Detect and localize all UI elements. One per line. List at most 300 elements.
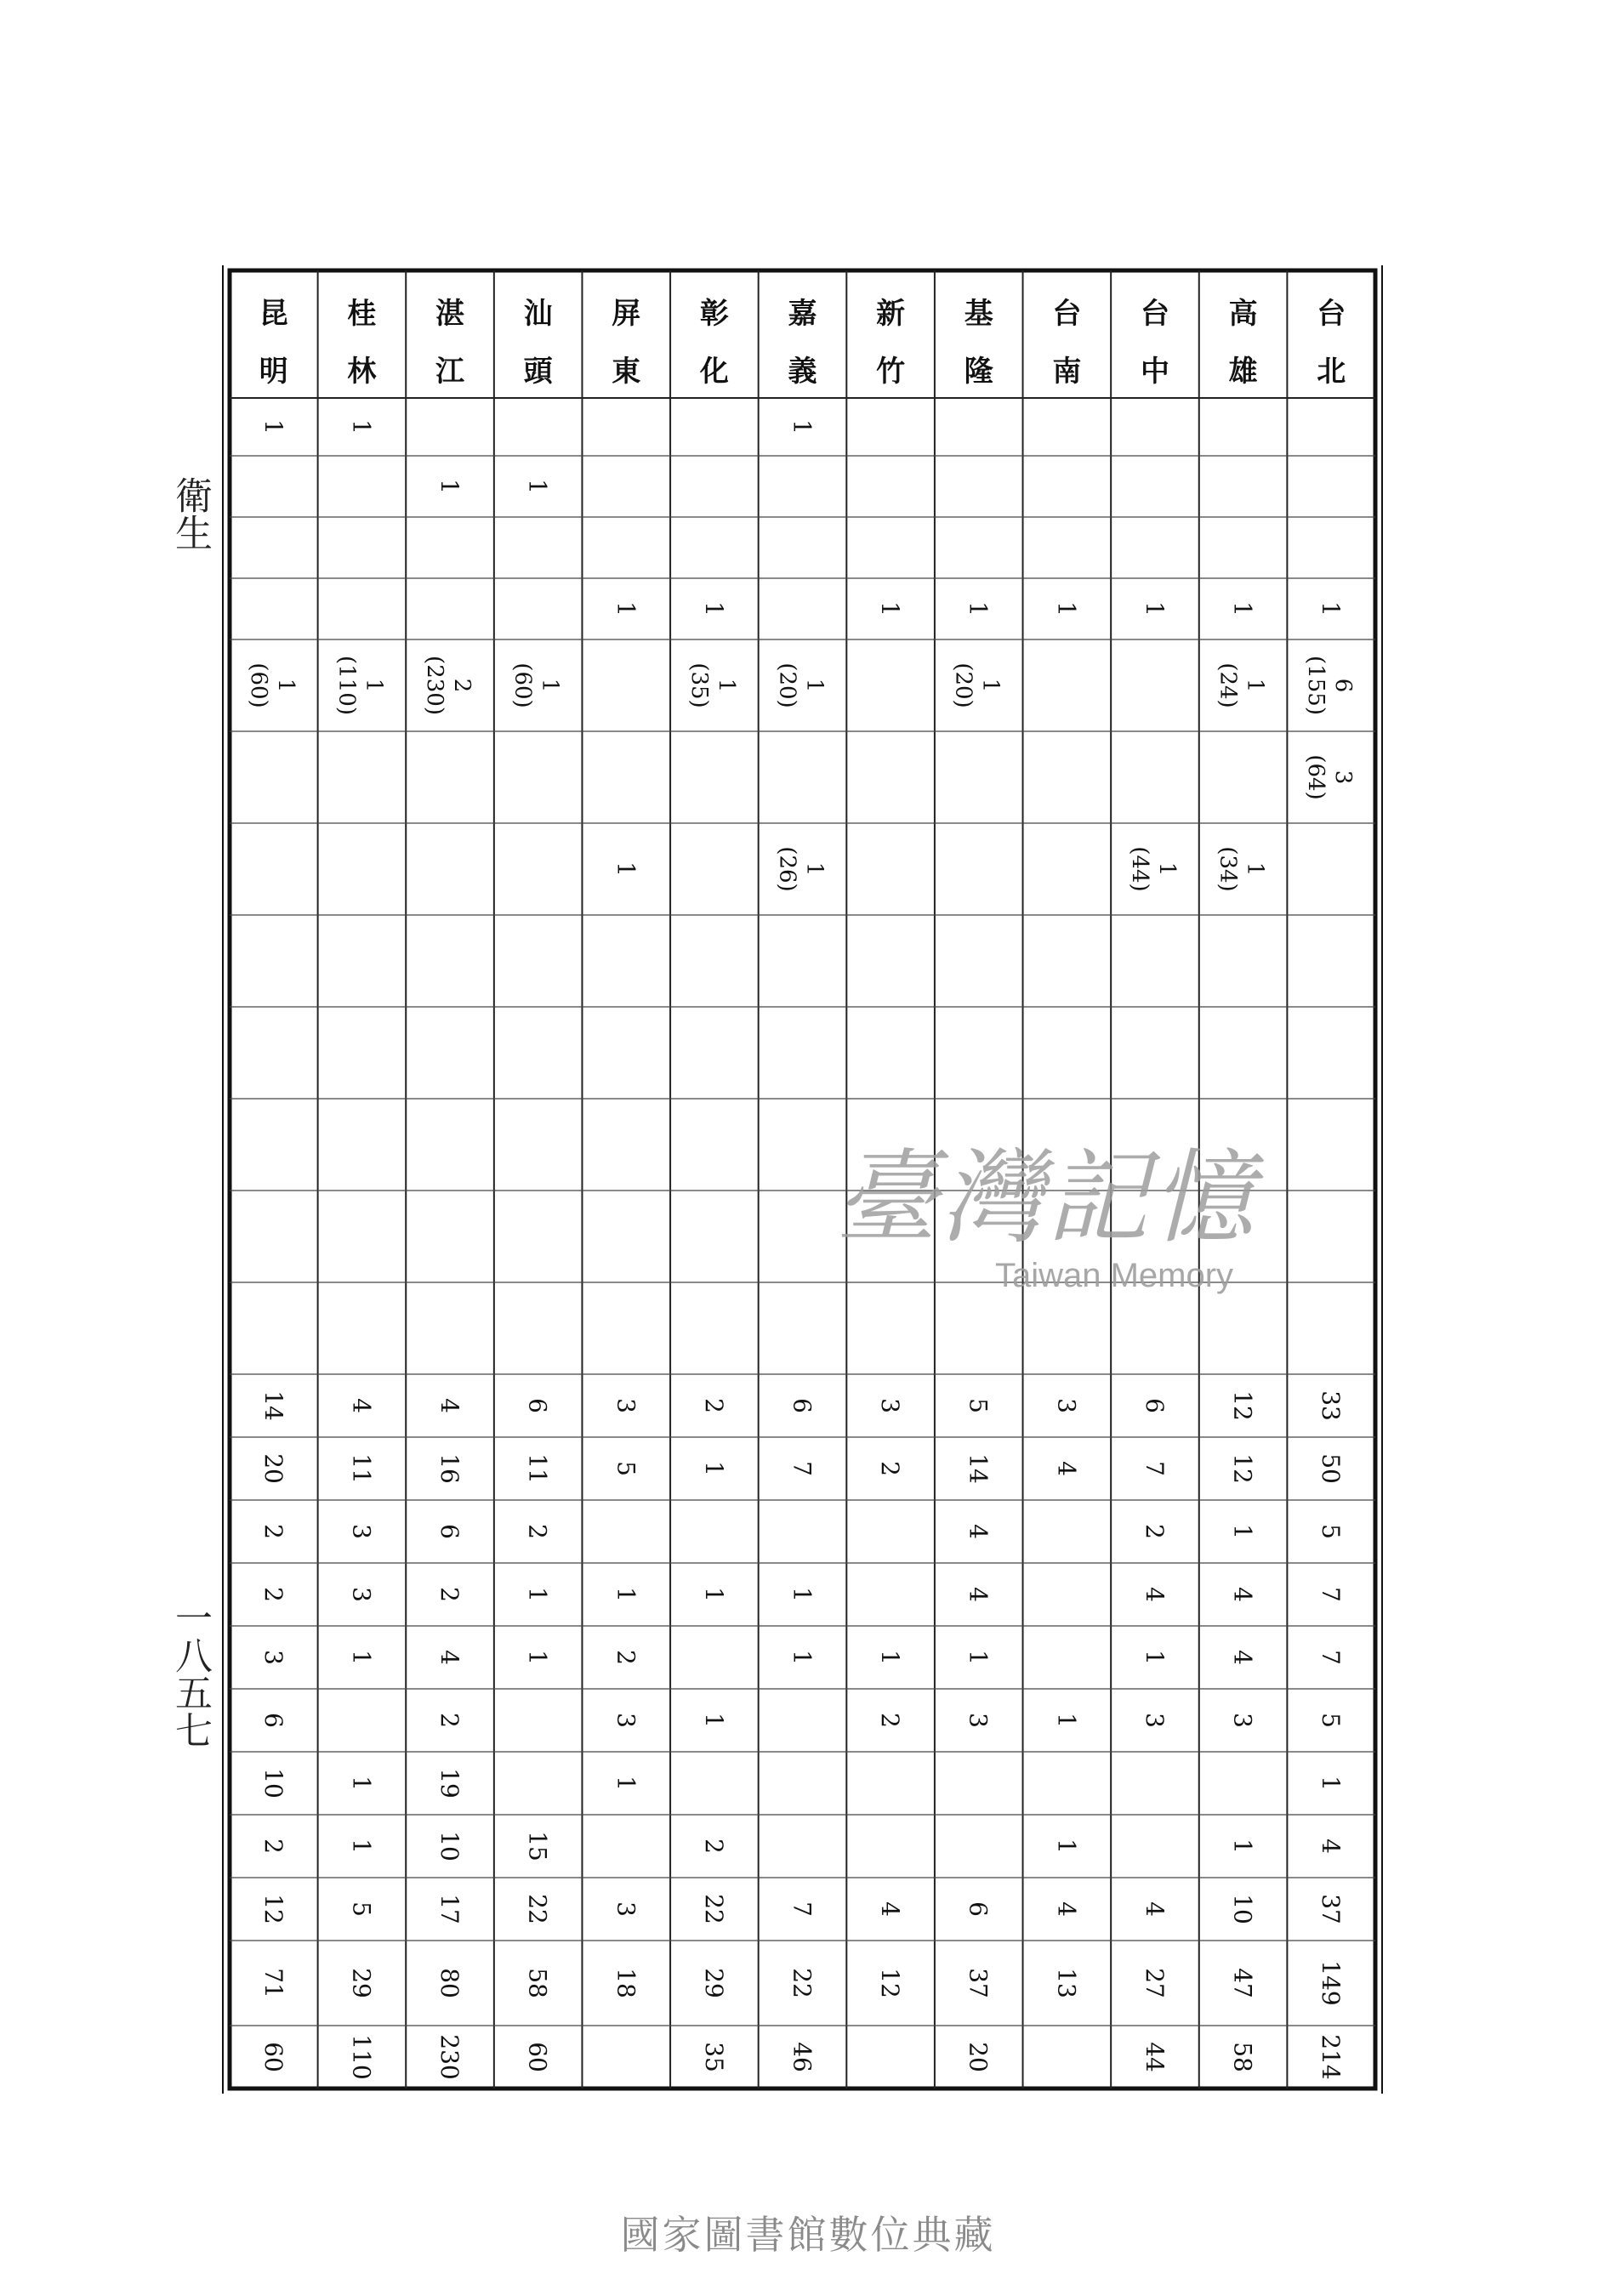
cell-text: 6 [788, 1398, 817, 1413]
table-cell [1229, 1968, 1257, 1998]
table-cell [347, 1587, 375, 1602]
cell-text: 7 [788, 1461, 817, 1476]
table-cell [700, 1587, 728, 1602]
cell-text: 17 [435, 1894, 464, 1924]
cell-text: (60) [245, 662, 271, 708]
cell-text: 18 [612, 1968, 640, 1998]
cell-text: 19 [435, 1768, 464, 1799]
table-cell [876, 1461, 904, 1476]
cell-text: 1 [788, 1587, 817, 1602]
table-cell [788, 1398, 817, 1413]
cell-text: 3 [1140, 1713, 1169, 1728]
cell-text: 1 [347, 1650, 376, 1665]
table-cell [1052, 1968, 1080, 1998]
table-cell [347, 1968, 375, 1998]
cell-text: 7 [1140, 1461, 1169, 1476]
table-cell [435, 1768, 464, 1799]
cell-text: 1 [1140, 601, 1169, 617]
column-header-char: 台 [1052, 297, 1082, 331]
table-cell [788, 1461, 817, 1476]
cell-text: 3 [964, 1713, 993, 1728]
table-cell [1229, 601, 1257, 617]
cell-text: 4 [964, 1587, 993, 1602]
cell-text: 1 [347, 1776, 376, 1791]
table-cell [1317, 1390, 1345, 1421]
table-cell [347, 1398, 375, 1413]
cell-text: 3 [1052, 1398, 1081, 1413]
cell-text: 37 [1317, 1894, 1346, 1924]
table-cell [1317, 1524, 1345, 1539]
cell-text: 4 [876, 1901, 905, 1917]
table-cell [1229, 1587, 1257, 1602]
table-cell [876, 1398, 904, 1413]
cell-text: 29 [347, 1968, 376, 1998]
table-cell [1229, 2042, 1257, 2072]
cell-text: 12 [1228, 1453, 1257, 1484]
table-cell [612, 861, 640, 877]
cell-text: 1 [964, 601, 993, 617]
cell-text: 110 [347, 2034, 376, 2080]
column-header-char: 中 [1140, 355, 1169, 389]
cell-text: 10 [259, 1768, 287, 1799]
cell-text: 1 [1228, 1524, 1257, 1539]
page-number: 一八五七 [168, 1599, 212, 1748]
table-cell [1317, 601, 1345, 617]
cell-text: 5 [1317, 1713, 1346, 1728]
cell-text: (26) [774, 846, 800, 892]
cell-text: 1 [523, 1587, 552, 1602]
cell-text: 2 [876, 1713, 905, 1728]
table-cell [435, 1587, 464, 1602]
table-cell [612, 601, 640, 617]
table-cell [775, 846, 828, 891]
table-cell [1215, 846, 1268, 891]
table-cell [524, 1453, 552, 1484]
table-cell [435, 1894, 464, 1924]
table-cell [1303, 656, 1356, 715]
column-header-char: 林 [347, 355, 377, 389]
table-cell [876, 1901, 904, 1917]
cell-text: 71 [259, 1968, 287, 1998]
cell-text: (230) [422, 656, 448, 715]
table-cell [1229, 1894, 1257, 1924]
table-cell [1052, 1839, 1080, 1854]
table-cell [347, 2034, 375, 2079]
table-cell [246, 662, 299, 708]
table-cell [1141, 1398, 1169, 1413]
cell-text: 12 [259, 1894, 287, 1924]
cell-text: 2 [699, 1398, 728, 1413]
cell-text: 3 [612, 1398, 640, 1413]
cell-text: (35) [686, 662, 712, 708]
table-cell [700, 601, 728, 617]
cell-text: 47 [1228, 1968, 1257, 1998]
table-cell [1229, 1524, 1257, 1539]
table-cell [524, 1587, 552, 1602]
table-cell [1317, 1839, 1345, 1854]
cell-text: 13 [1052, 1968, 1081, 1998]
cell-text: 6 [964, 1901, 993, 1917]
cell-text: 214 [1317, 2034, 1346, 2080]
cell-text: 1 [788, 419, 817, 435]
table-cell [788, 1968, 817, 1998]
table-cell [435, 1831, 464, 1861]
cell-text: 5 [612, 1461, 640, 1476]
cell-text: 1 [1242, 861, 1268, 877]
cell-text: 2 [435, 1587, 464, 1602]
table-cell [1141, 1901, 1169, 1917]
table-cell [964, 1901, 993, 1917]
cell-text: 4 [1140, 1587, 1169, 1602]
table-cell [1317, 1960, 1345, 2005]
table-cell [876, 1713, 904, 1728]
cell-text: 37 [964, 1968, 993, 1998]
table-cell [524, 1650, 552, 1665]
table-cell [524, 1831, 552, 1861]
column-header-char: 雄 [1228, 355, 1258, 389]
table-border [230, 270, 1375, 2089]
cell-text: 10 [1228, 1894, 1257, 1924]
table-cell [788, 1901, 817, 1917]
cell-text: 4 [964, 1524, 993, 1539]
column-header-char: 義 [788, 355, 817, 389]
cell-text: 58 [523, 1968, 552, 1998]
column-header-char: 彰 [699, 297, 729, 331]
table-cell [612, 1776, 640, 1791]
table-cell [259, 419, 287, 435]
cell-text: 3 [259, 1650, 287, 1665]
table-cell [435, 1398, 464, 1413]
table-cell [1141, 1461, 1169, 1476]
cell-text: 1 [801, 861, 828, 877]
cell-text: 1 [713, 678, 739, 693]
cell-text: 3 [1330, 770, 1357, 785]
cell-text: 4 [1228, 1587, 1257, 1602]
cell-text: 1 [1317, 1776, 1346, 1791]
watermark-chinese: 臺灣記憶 [835, 1139, 1257, 1258]
table-cell [1317, 1776, 1345, 1791]
cell-text: 2 [1140, 1524, 1169, 1539]
table-cell [964, 601, 993, 617]
cell-text: 2 [876, 1461, 905, 1476]
cell-text: 2 [523, 1524, 552, 1539]
cell-text: 2 [449, 678, 475, 693]
cell-text: 4 [1140, 1901, 1169, 1917]
column-header-char: 化 [699, 355, 729, 389]
watermark-english: Taiwan Memory [994, 1257, 1234, 1294]
cell-text: (44) [1126, 846, 1152, 892]
cell-text: 1 [612, 861, 640, 877]
column-header-char: 竹 [876, 355, 906, 389]
cell-text: 1 [1052, 601, 1081, 617]
cell-text: 5 [1317, 1524, 1346, 1539]
table-cell [612, 1968, 640, 1998]
cell-text: 1 [788, 1650, 817, 1665]
cell-text: 12 [876, 1968, 905, 1998]
cell-text: 3 [347, 1524, 376, 1539]
table-cell [1127, 846, 1180, 891]
cell-text: (34) [1215, 846, 1241, 892]
table-cell [259, 1968, 287, 1998]
cell-text: 1 [612, 1587, 640, 1602]
cell-text: 1 [347, 419, 376, 435]
table-cell [435, 1453, 464, 1484]
cell-text: 29 [699, 1968, 728, 1998]
table-cell [788, 1650, 817, 1665]
cell-text: 1 [699, 601, 728, 617]
table-cell [524, 1524, 552, 1539]
table-cell [1229, 1390, 1257, 1421]
cell-text: 1 [699, 1587, 728, 1602]
table-cell [1052, 1901, 1080, 1917]
table-cell [1141, 1587, 1169, 1602]
cell-text: 4 [347, 1398, 376, 1413]
cell-text: 2 [435, 1713, 464, 1728]
table-cell [524, 1398, 552, 1413]
cell-text: (60) [509, 662, 536, 708]
cell-text: 33 [1317, 1390, 1346, 1421]
cell-text: 22 [788, 1968, 817, 1998]
table-cell [347, 1839, 375, 1854]
cell-text: 5 [347, 1901, 376, 1917]
column-header-char: 屏 [612, 297, 641, 331]
table-cell [259, 1650, 287, 1665]
table-cell [1052, 1398, 1080, 1413]
column-header-char: 汕 [523, 297, 553, 331]
table-cell [259, 1713, 287, 1728]
column-header-char: 台 [1140, 297, 1169, 331]
cell-text: 7 [1317, 1650, 1346, 1665]
column-header-char: 桂 [347, 297, 377, 331]
column-header-char: 東 [612, 355, 641, 389]
cell-text: 149 [1317, 1960, 1346, 2006]
cell-text: 1 [537, 678, 563, 693]
cell-text: 10 [435, 1831, 464, 1861]
cell-text: 1 [1052, 1839, 1081, 1854]
table-cell [1141, 601, 1169, 617]
section-title: 衛生 [168, 476, 212, 551]
cell-text: 60 [523, 2042, 552, 2072]
column-header-char: 湛 [435, 297, 465, 331]
column-header-char: 江 [435, 355, 465, 389]
cell-text: 1 [977, 678, 1004, 693]
column-header-char: 高 [1228, 297, 1258, 331]
table-cell [422, 656, 475, 715]
cell-text: 2 [259, 1587, 287, 1602]
cell-text: 27 [1140, 1968, 1169, 1998]
table-cell [700, 1968, 728, 1998]
table-cell [1215, 662, 1268, 708]
table-cell [1317, 1587, 1345, 1602]
cell-text: 1 [1242, 678, 1268, 693]
footer-text: 國家圖書館數位典藏 [620, 2212, 996, 2258]
table-cell [259, 1839, 287, 1854]
table-cell [524, 1968, 552, 1998]
table-cell [435, 479, 464, 494]
cell-text: 2 [259, 1524, 287, 1539]
cell-text: 4 [1228, 1650, 1257, 1665]
table-cell [612, 1587, 640, 1602]
table-cell [876, 1650, 904, 1665]
table-cell [612, 1398, 640, 1413]
cell-text: 7 [788, 1901, 817, 1917]
table-cell [347, 1453, 375, 1484]
table-cell [700, 1398, 728, 1413]
table-cell [347, 419, 375, 435]
table-cell [612, 1650, 640, 1665]
table-cell [524, 2042, 552, 2072]
cell-text: 1 [699, 1461, 728, 1476]
cell-text: 20 [259, 1453, 287, 1484]
table-cell [1229, 1650, 1257, 1665]
table-cell [951, 662, 1004, 708]
column-header-char: 隆 [964, 355, 993, 389]
table-cell [435, 1650, 464, 1665]
cell-text: 16 [435, 1453, 464, 1484]
cell-text: 3 [1228, 1713, 1257, 1728]
cell-text: 22 [699, 1894, 728, 1924]
cell-text: 1 [1140, 1650, 1169, 1665]
cell-text: 6 [259, 1713, 287, 1728]
cell-text: 1 [1153, 861, 1180, 877]
table-cell [435, 1524, 464, 1539]
table-cell [347, 1524, 375, 1539]
table-cell [964, 1650, 993, 1665]
cell-text: 58 [1228, 2042, 1257, 2072]
table-cell [259, 1453, 287, 1484]
table-cell [700, 1894, 728, 1924]
cell-text: (110) [333, 656, 360, 715]
table-cell [788, 2042, 817, 2072]
cell-text: 50 [1317, 1453, 1346, 1484]
column-header-char: 昆 [259, 297, 288, 331]
cell-text: 1 [523, 1650, 552, 1665]
cell-text: 1 [1317, 601, 1346, 617]
table-cell [1303, 754, 1356, 799]
cell-text: 1 [523, 479, 552, 494]
column-header-char: 北 [1317, 355, 1346, 389]
table-cell [612, 1713, 640, 1728]
table-cell [964, 1587, 993, 1602]
table-cell [435, 2034, 464, 2079]
cell-text: 1 [801, 678, 828, 693]
cell-text: 2 [612, 1650, 640, 1665]
cell-text: 4 [435, 1398, 464, 1413]
table-cell [964, 1398, 993, 1413]
cell-text: 4 [1052, 1461, 1081, 1476]
table-cell [333, 656, 386, 715]
table-cell [964, 1968, 993, 1998]
table-cell [347, 1650, 375, 1665]
table-cell [524, 479, 552, 494]
cell-text: 1 [876, 601, 905, 617]
cell-text: 7 [1317, 1587, 1346, 1602]
column-header-char: 新 [876, 297, 906, 331]
cell-text: 3 [612, 1901, 640, 1917]
column-header-char: 頭 [523, 355, 553, 389]
table-cell [612, 1461, 640, 1476]
cell-text: 1 [347, 1839, 376, 1854]
table-cell [964, 1453, 993, 1484]
table-cell [876, 601, 904, 617]
table-cell [259, 1524, 287, 1539]
table-cell [876, 1968, 904, 1998]
table-cell [1317, 1713, 1345, 1728]
table-cell [510, 662, 563, 708]
cell-text: 4 [435, 1650, 464, 1665]
cell-text: 1 [699, 1713, 728, 1728]
cell-text: 1 [272, 678, 299, 693]
table-cell [259, 1390, 287, 1421]
cell-text: 3 [612, 1713, 640, 1728]
cell-text: 6 [435, 1524, 464, 1539]
cell-text: 20 [964, 2042, 993, 2072]
cell-text: (20) [774, 662, 800, 708]
table-cell [1141, 1650, 1169, 1665]
cell-text: (155) [1303, 656, 1329, 715]
table-cell [259, 1587, 287, 1602]
cell-text: 1 [964, 1650, 993, 1665]
table-cell [1141, 1713, 1169, 1728]
cell-text: 11 [347, 1453, 376, 1484]
table-cell [347, 1776, 375, 1791]
table-cell [1229, 1713, 1257, 1728]
column-header-char: 明 [259, 355, 288, 389]
cell-text: 3 [347, 1587, 376, 1602]
table-cell [1229, 1839, 1257, 1854]
cell-text: 6 [523, 1398, 552, 1413]
cell-text: 230 [435, 2034, 464, 2080]
cell-text: 44 [1140, 2042, 1169, 2072]
cell-text: 1 [259, 419, 287, 435]
table-cell [775, 662, 828, 708]
table-cell [259, 2042, 287, 2072]
cell-text: 46 [788, 2042, 817, 2072]
table-cell [1317, 1650, 1345, 1665]
cell-text: 1 [1052, 1713, 1081, 1728]
table-cell [700, 1461, 728, 1476]
cell-text: (24) [1215, 662, 1241, 708]
cell-text: 2 [259, 1839, 287, 1854]
table-cell [524, 1894, 552, 1924]
cell-text: 4 [1052, 1901, 1081, 1917]
table-cell [612, 1901, 640, 1917]
cell-text: 6 [1330, 678, 1357, 693]
column-header-char: 嘉 [788, 297, 817, 331]
table-cell [347, 1901, 375, 1917]
table-cell [259, 1894, 287, 1924]
cell-text: 1 [1228, 1839, 1257, 1854]
column-header-char: 南 [1052, 355, 1082, 389]
cell-text: 1 [612, 601, 640, 617]
table-cell [964, 1524, 993, 1539]
table-cell [1317, 2034, 1345, 2079]
table-cell [700, 2042, 728, 2072]
cell-text: 15 [523, 1831, 552, 1861]
table-cell [435, 1713, 464, 1728]
table-cell [435, 1968, 464, 1998]
table-cell [1229, 1453, 1257, 1484]
cell-text: 80 [435, 1968, 464, 1998]
table-cell [700, 1839, 728, 1854]
cell-text: 1 [876, 1650, 905, 1665]
cell-text: 22 [523, 1894, 552, 1924]
table-cell [964, 1713, 993, 1728]
table-cell [1141, 1524, 1169, 1539]
table-cell [1052, 1461, 1080, 1476]
column-header-char: 基 [964, 297, 993, 331]
cell-text: 6 [1140, 1398, 1169, 1413]
